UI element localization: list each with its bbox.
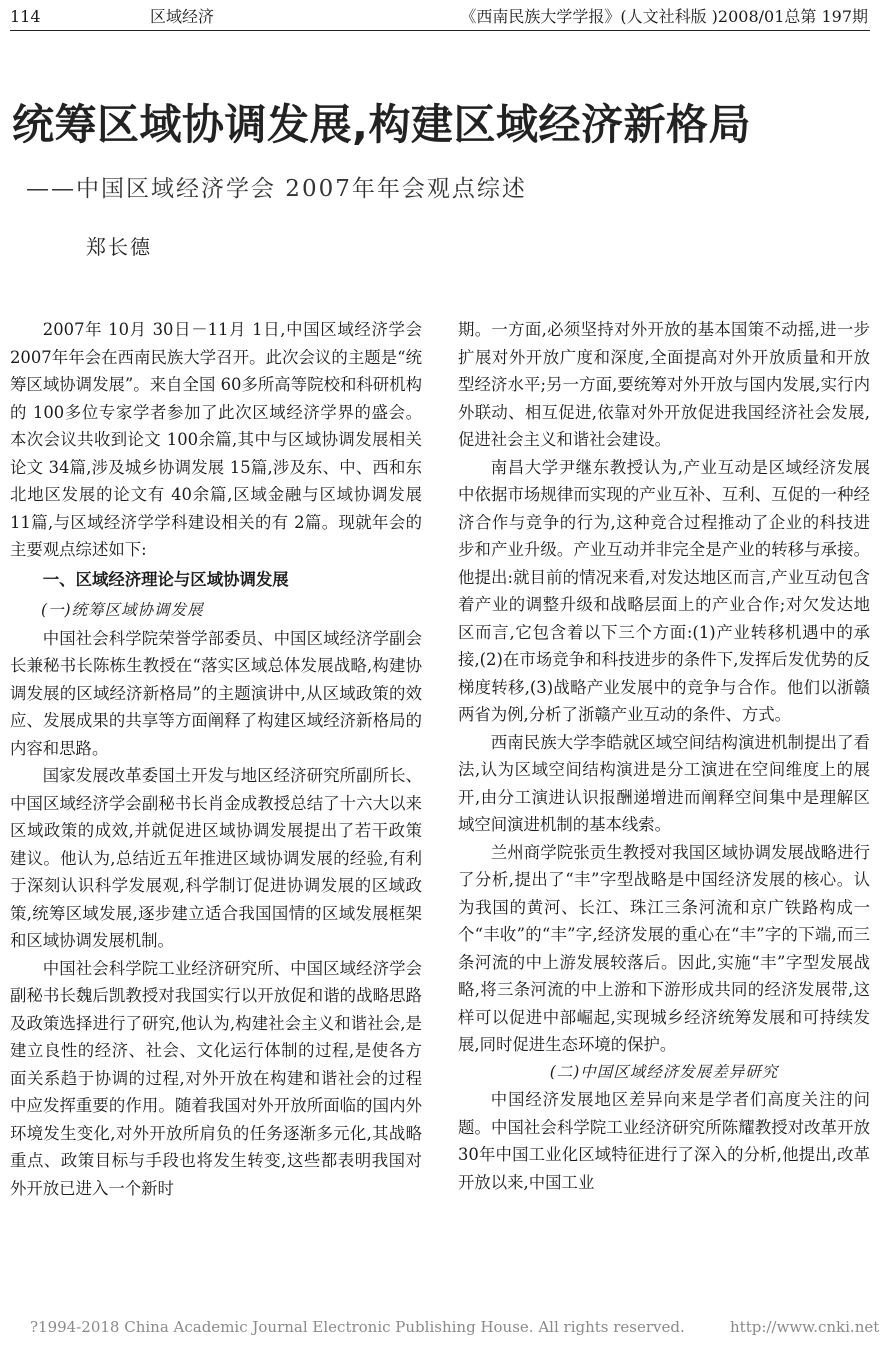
footer-url[interactable]: http://www.cnki.net [730,1318,880,1336]
paragraph: 中国社会科学院荣誉学部委员、中国区域经济学副会长兼秘书长陈栋生教授在“落实区域总体发展战略,构建协调发展的区域经济新格局”的主题演讲中,从区域政策的效应、发展成果的共享等方面阐释了构建区域经济新格局的内容和思路。 [10,628,422,758]
paragraph: 期。一方面,必须坚持对外开放的基本国策不动摇,进一步扩展对外开放广度和深度,全面提高对外开放质量和开放型经济水平;另一方面,要统筹对外开放与国内发展,实行内外联动、相互促进,依靠对外开放促进我国经济社会发展,促进社会主义和谐社会建设。 [458,320,870,449]
section-name: 区域经济 [150,7,215,26]
copyright-footer [30,1316,880,1338]
paragraph: 2007年 10月 30日－11月 1日,中国区域经济学会 2007年年会在西南民族大学召开。此次会议的主题是“统筹区域协调发展”。来自全国 60多所高等院校和科研机构的 100多位专家学者参加了此次区域经济学界的盛会。本次会议共收到论文 100余篇,其中与区域协调发展相关论文 34篇,涉及城乡协调发展 15篇,涉及东、中、西和东北地区发展的论文有 40余篇,区域金融与区域协调发展 11篇,与区域经济学学科建设相关的有 2篇。现就年会的主要观点综述如下: [10,320,422,559]
section-heading: 一、区域经济理论与区域协调发展 [42,569,289,589]
paragraph: 兰州商学院张贡生教授对我国区域协调发展战略进行了分析,提出了“丰”字型战略是中国经济发展的核心。认为我国的黄河、长江、珠江三条河流和京广铁路构成一个“丰收”的“丰”字,经济发展的重心在“丰”字的下端,而三条河流的中上游发展较落后。因此,实施“丰”字型发展战略,将三条河流的中上游和下游形成共同的经济发展带,这样可以促进中部崛起,实现城乡经济统筹发展和可持续发展,同时促进生态环境的保护。 [458,842,870,1054]
copyright-text: ?1994-2018 China Academic Journal Electronic Publishing House. All rights reserved. [30,1318,685,1336]
right-column [458,316,870,1196]
paragraph: 南昌大学尹继东教授认为,产业互动是区域经济发展中依据市场规律而实现的产业互补、互利、互促的一种经济合作与竞争的行为,这种竞合过程推动了企业的科技进步和产业升级。产业互动并非完全是产业的转移与承接。他提出:就目前的情况来看,对发达地区而言,产业互动包含着产业的调整升级和战略层面上的产业合作;对欠发达地区而言,它包含着以下三个方面:(1)产业转移机遇中的承接,(2)在市场竞争和科技进步的条件下,发挥后发优势的反梯度转移,(3)战略产业发展中的竞争与合作。他们以浙赣两省为例,分析了浙赣产业互动的条件、方式。 [458,457,870,724]
paragraph: 中国社会科学院工业经济研究所、中国区域经济学会副秘书长魏后凯教授对我国实行以开放促和谐的战略思路及政策选择进行了研究,他认为,构建社会主义和谐社会,是建立良性的经济、社会、文化运行体制的过程,是使各方面关系趋于协调的过程,对外开放在构建和谐社会的过程中应发挥重要的作用。随着我国对外开放所面临的国内外环境发生变化,对外开放所肩负的任务逐渐多元化,其战略重点、政策目标与手段也将发生转变,这些都表明我国对外开放已进入一个新时 [10,958,422,1198]
paragraph: 西南民族大学李皓就区域空间结构演进机制提出了看法,认为区域空间结构演进是分工演进在空间维度上的展开,由分工演进认识报酬递增进而阐释空间集中是理解区域空间演进机制的基本线索。 [458,732,870,834]
article-author: 郑长德 [86,235,152,259]
page-number: 114 [10,7,41,26]
paragraph: 中国经济发展地区差异向来是学者们高度关注的问题。中国社会科学院工业经济研究所陈耀教授对改革开放 30年中国工业化区域特征进行了深入的分析,他提出,改革开放以来,中国工业 [458,1090,870,1192]
left-column [10,316,422,1202]
journal-citation: 《西南民族大学学报》(人文社科版 )2008/01总第 197期 [460,7,868,26]
subsection-heading: (二)中国区域经济发展差异研究 [549,1062,779,1081]
article-title: 统筹区域协调发展,构建区域经济新格局 [12,100,751,149]
subsection-heading: (一)统筹区域协调发展 [41,601,204,619]
paragraph: 国家发展改革委国土开发与地区经济研究所副所长、中国区域经济学会副秘书长肖金成教授总结了十六大以来区域政策的成效,并就促进区域协调发展提出了若干政策建议。他认为,总结近五年推进区域协调发展的经验,有利于深刻认识科学发展观,科学制订促进协调发展的区域政策,统筹区域发展,逐步建立适合我国国情的区域发展框架和区域协调发展机制。 [10,766,422,950]
running-header [10,4,870,31]
article-subtitle: ——中国区域经济学会 2007年年会观点综述 [26,176,527,202]
